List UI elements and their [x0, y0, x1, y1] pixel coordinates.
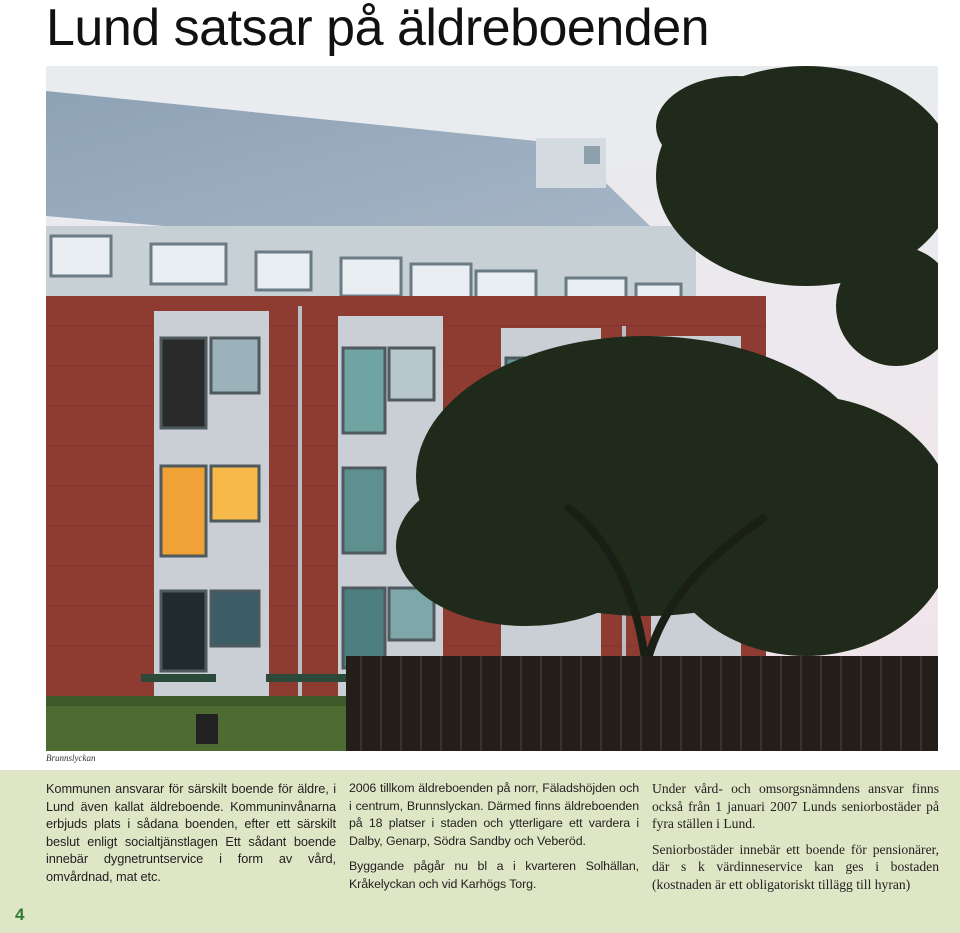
text-column-3 [652, 780, 939, 902]
text-column-2 [349, 780, 639, 902]
photo-caption: Brunnslyckan [46, 753, 96, 763]
paragraph: Seniorbostäder innebär ett boende för pensionärer, där s k värdinneservice kan ges i bostaden (kostnaden är ett obligatoriskt tillägg till hyran) [652, 841, 939, 892]
page-number: 4 [15, 905, 25, 924]
text-column-1 [46, 780, 336, 894]
paragraph: 2006 tillkom äldreboenden på norr, Fäladshöjden och i centrum, Brunnslyckan. Därmed finns äldreboenden på 18 platser i staden och ytterligare ett vardera i Dalby, Genarp, Södra Sandby och Veberöd. [349, 781, 639, 848]
paragraph: Byggande pågår nu bl a i kvarteren Solhällan, Kråkelyckan och vid Karhögs Torg. [349, 859, 639, 891]
building-photo [46, 66, 938, 751]
page-headline: Lund satsar på äldreboenden [46, 0, 710, 57]
paragraph: Kommunen ansvarar för särskilt boende för äldre, i Lund även kallat äldreboende. Kommuninvånarna erbjuds plats i sådana boenden, efter ett särskilt beslut enligt socialtjänstlagen Ett sådant boende innebär dygnetruntservice i form av vård, omvårdnad, mat etc. [46, 781, 336, 884]
paragraph: Under vård- och omsorgsnämndens ansvar finns också från 1 januari 2007 Lunds seniorbostäder på fyra ställen i Lund. [652, 781, 939, 832]
